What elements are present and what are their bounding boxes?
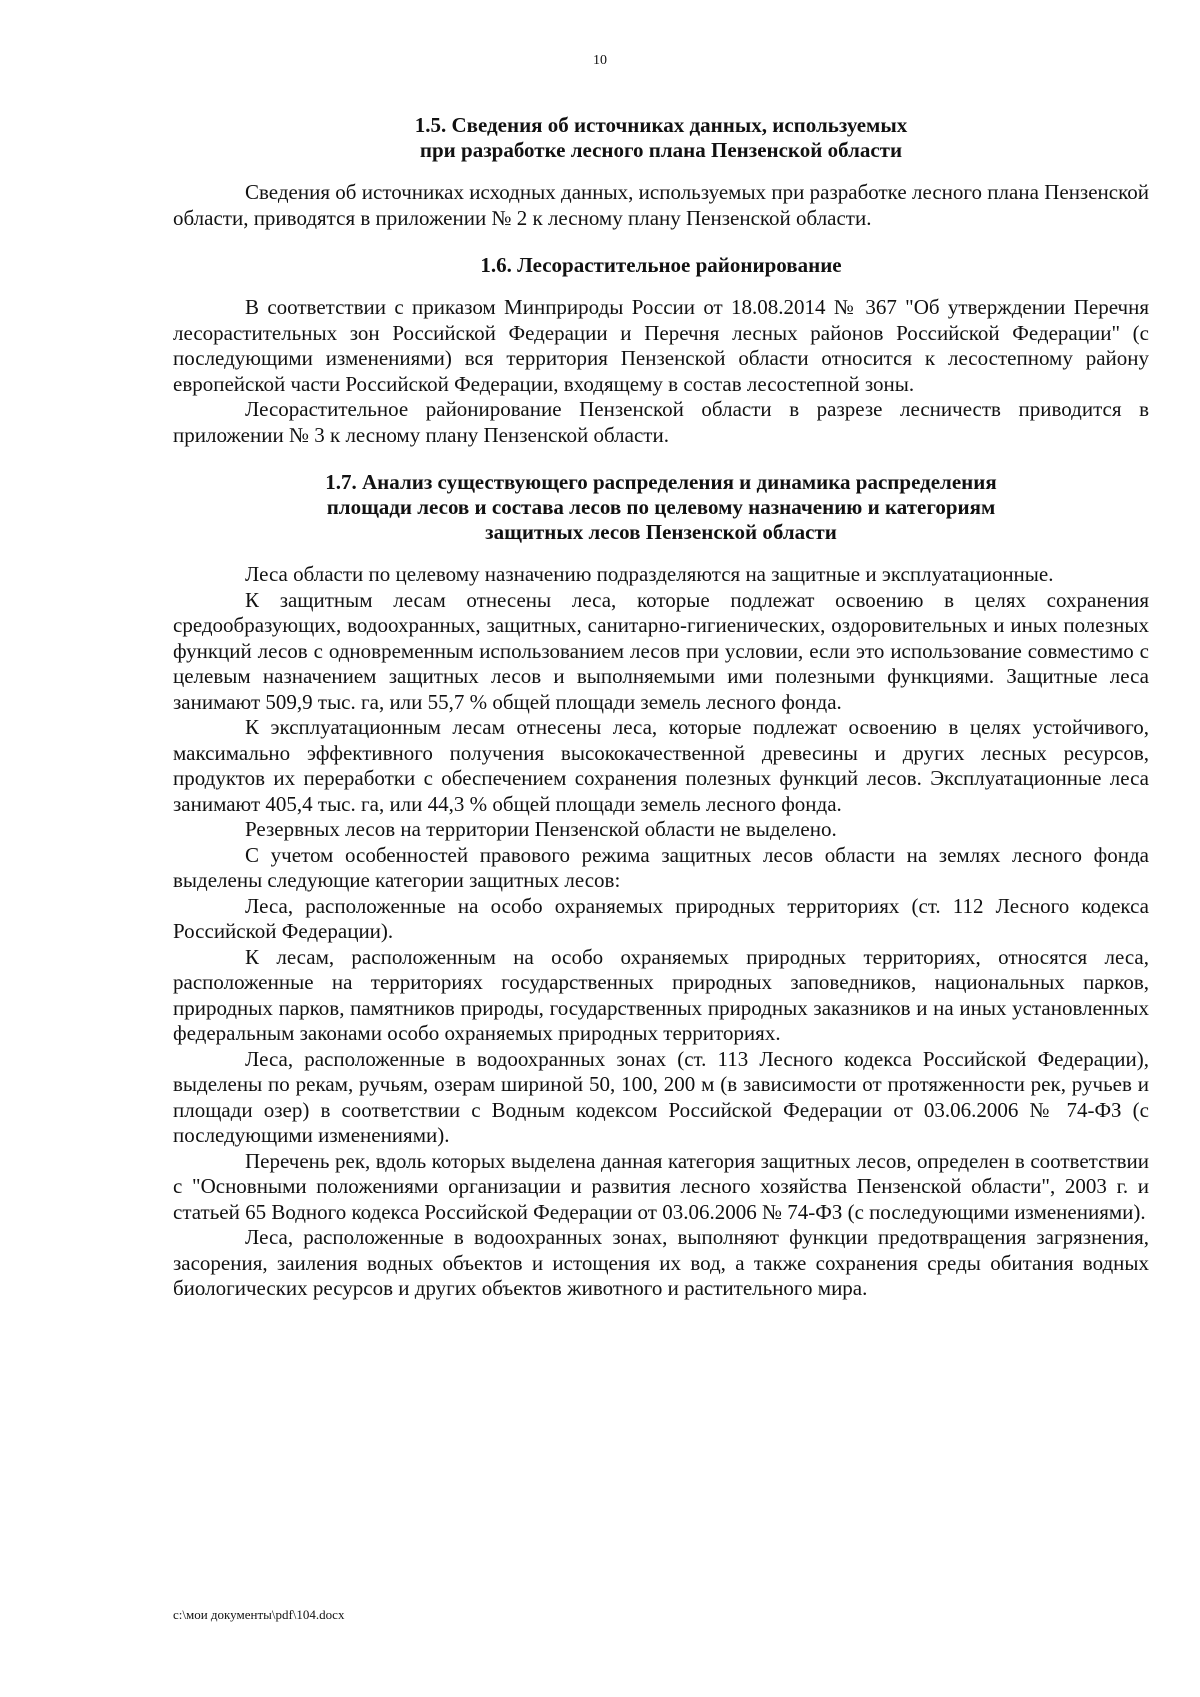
section-heading-1-6	[173, 253, 1149, 278]
paragraph: Леса, расположенные на особо охраняемых природных территориях (ст. 112 Лесного кодекса Российской Федерации).	[173, 893, 1149, 943]
paragraph: В соответствии с приказом Минприроды России от 18.08.2014 № 367 "Об утверждении Перечня лесорастительных зон Российской Федерации и Перечня лесных районов Российской Федерации" (с последующими изменениями) вся территория Пензенской области относится к лесостепному району европейской части Российской Федерации, входящему в состав лесостепной зоны.	[173, 295, 1149, 396]
section-heading-1-5	[173, 113, 1149, 163]
paragraph: Резервных лесов на территории Пензенской области не выделено.	[245, 817, 837, 841]
heading-line: 1.7. Анализ существующего распределения и динамика распределения	[325, 470, 997, 494]
document-body	[173, 113, 1149, 1302]
paragraph: К лесам, расположенным на особо охраняемых природных территориях, относятся леса, расположенные на территориях государственных природных заповедников, национальных парков, природных парков, памятников природы, государственных природных заказников и на иных установленных федеральным законами особо охраняемых природных территориях.	[173, 944, 1149, 1045]
heading-line: при разработке лесного плана Пензенской области	[419, 138, 903, 162]
paragraph: Леса, расположенные в водоохранных зонах (ст. 113 Лесного кодекса Российской Федерации), выделены по рекам, ручьям, озерам шириной 50, 100, 200 м (в зависимости от протяженности рек, ручьев и площади озер) в соответствии с Водным кодексом Российской Федерации от 03.06.2006 № 74-ФЗ (с последующими изменениями).	[173, 1046, 1149, 1147]
section-heading-1-7	[173, 470, 1149, 545]
heading-line: площади лесов и состава лесов по целевому назначению и категориям	[326, 495, 996, 519]
footer-file-path: c:\мои документы\pdf\104.docx	[173, 1607, 345, 1622]
paragraph: Перечень рек, вдоль которых выделена данная категория защитных лесов, определен в соответствии с "Основными положениями организации и развития лесного хозяйства Пензенской области", 2003 г. и статьей 65 Водного кодекса Российской Федерации от 03.06.2006 № 74-ФЗ (с последующими изменениями).	[173, 1148, 1149, 1224]
paragraph: Леса области по целевому назначению подразделяются на защитные и эксплуатационные.	[245, 562, 1054, 586]
heading-line: 1.6. Лесорастительное районирование	[480, 253, 842, 277]
paragraph: С учетом особенностей правового режима защитных лесов области на землях лесного фонда выделены следующие категории защитных лесов:	[173, 842, 1149, 892]
paragraph: Леса, расположенные в водоохранных зонах, выполняют функции предотвращения загрязнения, засорения, заиления водных объектов и истощения их вод, а также сохранения среды обитания водных биологических ресурсов и других объектов животного и растительного мира.	[173, 1225, 1149, 1300]
paragraph: К эксплуатационным лесам отнесены леса, которые подлежат освоению в целях устойчивого, максимально эффективного получения высококачественной древесины и других лесных ресурсов, продуктов их переработки с обеспечением сохранения полезных функций лесов. Эксплуатационные леса занимают 405,4 тыс. га, или 44,3 % общей площади земель лесного фонда.	[173, 715, 1149, 816]
paragraph: Лесорастительное районирование Пензенской области в разрезе лесничеств приводится в приложении № 3 к лесному плану Пензенской области.	[173, 397, 1149, 447]
paragraph: Сведения об источниках исходных данных, используемых при разработке лесного плана Пензенской области, приводятся в приложении № 2 к лесному плану Пензенской области.	[173, 180, 1149, 230]
heading-line: 1.5. Сведения об источниках данных, используемых	[414, 113, 908, 137]
page-number: 10	[593, 53, 607, 68]
paragraph: К защитным лесам отнесены леса, которые подлежат освоению в целях сохранения средообразующих, водоохранных, защитных, санитарно-гигиенических, оздоровительных и иных полезных функций лесов с одновременным использованием лесов при условии, если это использование совместимо с целевым назначением защитных лесов и выполняемыми ими полезными функциями. Защитные леса занимают 509,9 тыс. га, или 55,7 % общей площади земель лесного фонда.	[173, 587, 1149, 714]
heading-line: защитных лесов Пензенской области	[485, 520, 837, 544]
